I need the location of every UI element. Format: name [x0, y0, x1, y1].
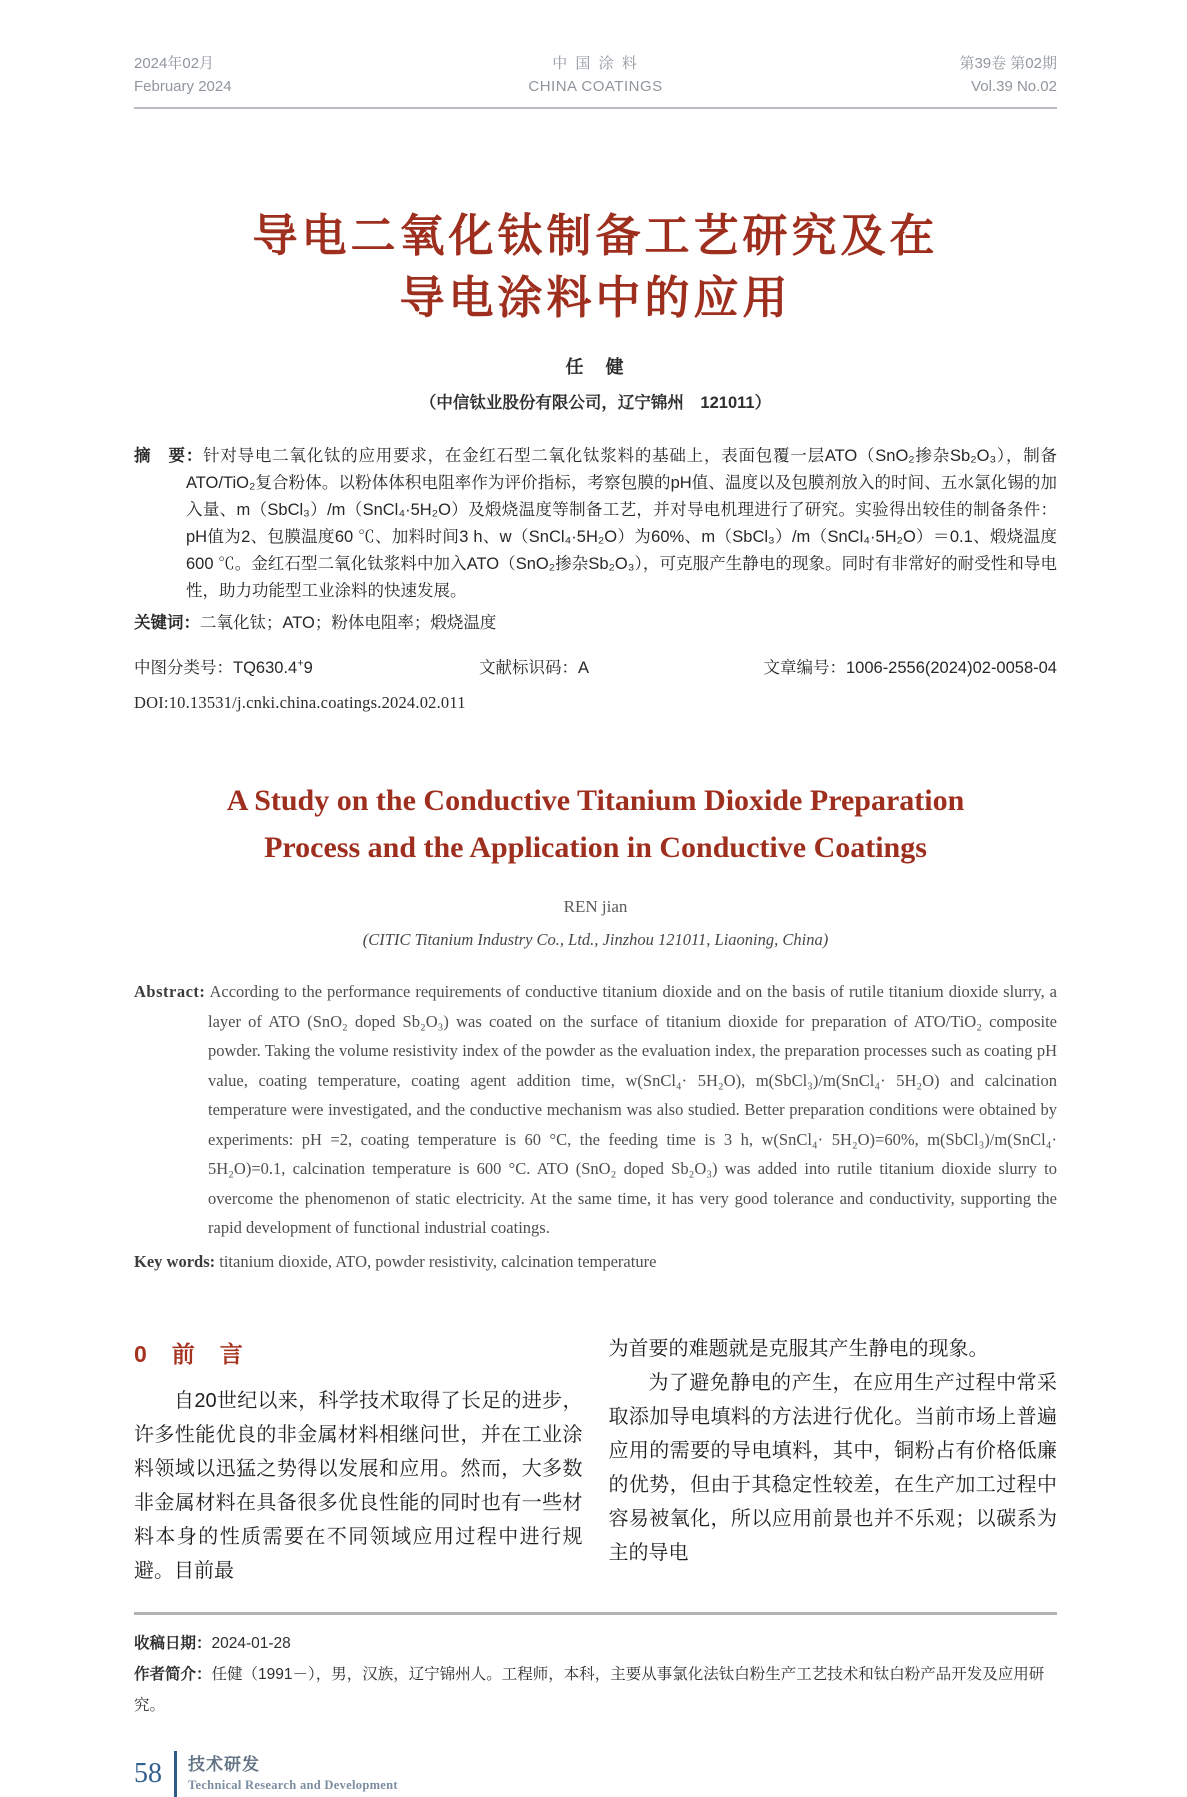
keywords-en-label: Key words:: [134, 1251, 216, 1271]
header-journal: [528, 52, 662, 98]
header-issue: [959, 52, 1057, 98]
clc-value: TQ630.4: [233, 659, 298, 677]
author-bio-label: 作者简介：: [134, 1666, 212, 1683]
doi: DOI:10.13531/j.cnki.china.coatings.2024.02.011: [134, 693, 466, 712]
paper-title-zh: [134, 205, 1057, 329]
received-date-value: 2024-01-28: [211, 1635, 291, 1652]
document-code-value: A: [578, 659, 590, 677]
affiliation-zh: （中信钛业股份有限公司，辽宁锦州 121011）: [419, 394, 772, 412]
paper-title-en-line2: Process and the Application in Conductive Coatings: [264, 831, 927, 864]
section-heading-intro: 0 前 言: [134, 1341, 244, 1367]
document-code: [479, 654, 744, 678]
clc-label: 中图分类号：: [134, 659, 233, 677]
clc-tail: 9: [303, 659, 313, 677]
footnote-block: [134, 1612, 1057, 1721]
header-date-en: February 2024: [134, 78, 232, 95]
footer-column-zh: 技术研发: [188, 1755, 260, 1774]
header-issue-zh: 第39卷 第02期: [959, 55, 1057, 72]
paper-title-zh-line2: 导电涂料中的应用: [399, 272, 792, 323]
page-number: 58: [134, 1758, 162, 1789]
abstract-en-text: According to the performance requirements of conductive titanium dioxide and on the basis of rutile titanium dioxide slurry, a layer of ATO (SnO₂ doped Sb₂O₃) was coated on the surface of titanium dioxide for preparation of ATO/TiO₂ composite powder. Taking the volume resistivity index of the powder as the evaluation index, the preparation processes such as coating pH value, coating temperature, coating agent addition time, w(SnCl₄· 5H₂O), m(SbCl₃)/m(SnCl₄· 5H₂O) and calcination temperature were investigated, and the conductive mechanism was also studied. Better preparation conditions were obtained by experiments: pH =2, coating temperature is 60 °C, the feeding time is 3 h, w(SnCl₄· 5H₂O)=60%, m(SbCl₃)/m(SnCl₄· 5H₂O)=0.1, calcination temperature is 600 °C. ATO (SnO₂ doped Sb₂O₃) was added into rutile titanium dioxide slurry to overcome the phenomenon of static electricity. At the same time, it has very good tolerance and conductivity, supporting the rapid development of functional industrial coatings.: [208, 982, 1058, 1237]
intro-paragraph-left: 自20世纪以来，科学技术取得了长足的进步，许多性能优良的非金属材料相继问世，并在工业涂料领域以迅猛之势得以发展和应用。然而，大多数非金属材料在具备很多优良性能的同时也有一些材料本身的性质需要在不同领域应用过程中进行规避。目前最: [134, 1390, 583, 1582]
header-issue-en: Vol.39 No.02: [971, 78, 1057, 95]
left-column: [134, 1332, 583, 1588]
document-code-label: 文献标识码：: [479, 659, 578, 677]
clc-number: [134, 654, 479, 678]
right-column: [609, 1332, 1058, 1588]
article-id: [744, 654, 1057, 678]
footer-column-title: [188, 1754, 398, 1794]
keywords-zh-label: 关键词：: [134, 614, 200, 632]
journal-header: [134, 52, 1057, 109]
paper-title-zh-line1: 导电二氧化钛制备工艺研究及在: [252, 210, 939, 261]
header-journal-zh: 中 国 涂 料: [552, 55, 639, 72]
abstract-zh: [134, 443, 1057, 605]
classification-row: [134, 654, 1057, 678]
body-columns: [134, 1332, 1057, 1588]
article-id-value: 1006-2556(2024)02-0058-04: [845, 659, 1057, 677]
paper-title-en: [134, 777, 1057, 871]
clc-superscript: +: [297, 657, 304, 670]
author-bio-line: [134, 1659, 1057, 1721]
received-date-label: 收稿日期：: [134, 1635, 212, 1652]
author-name-en: REN jian: [563, 897, 628, 916]
footer-column-en: Technical Research and Development: [188, 1778, 398, 1792]
article-id-label: 文章编号：: [763, 659, 846, 677]
keywords-zh: [134, 610, 1057, 637]
footer-divider-bar: [174, 1751, 177, 1797]
paper-title-en-line1: A Study on the Conductive Titanium Dioxide Preparation: [226, 784, 965, 817]
received-date-line: [134, 1628, 1057, 1659]
intro-paragraph-right-2: 为了避免静电的产生，在应用生产过程中常采取添加导电填料的方法进行优化。当前市场上普遍应用的需要的导电填料，其中，铜粉占有价格低廉的优势，但由于其稳定性较差，在生产加工过程中容易被氧化，所以应用前景也并不乐观；以碳系为主的导电: [608, 1372, 1057, 1564]
keywords-zh-text: 二氧化钛；ATO；粉体电阻率；煅烧温度: [200, 614, 497, 632]
affiliation-en: (CITIC Titanium Industry Co., Ltd., Jinzhou 121011, Liaoning, China): [362, 930, 829, 949]
keywords-en-text: titanium dioxide, ATO, powder resistivity, calcination temperature: [219, 1251, 657, 1271]
author-bio-value: 任健（1991－），男，汉族，辽宁锦州人。工程师，本科，主要从事氯化法钛白粉生产工艺技术和钛白粉产品开发及应用研究。: [134, 1666, 1045, 1714]
keywords-en: [134, 1247, 1057, 1277]
header-journal-en: CHINA COATINGS: [528, 78, 663, 95]
intro-paragraph-right-1: 为首要的难题就是克服其产生静电的现象。: [608, 1338, 989, 1360]
abstract-zh-label: 摘 要：: [134, 447, 204, 465]
abstract-en: [134, 977, 1057, 1243]
abstract-zh-text: 针对导电二氧化钛的应用要求，在金红石型二氧化钛浆料的基础上，表面包覆一层ATO（SnO₂掺杂Sb₂O₃），制备ATO/TiO₂复合粉体。以粉体体积电阻率作为评价指标，考察包膜的pH值、温度以及包膜剂放入的时间、五水氯化锡的加入量、m（SbCl₃）/m（SnCl₄·5H₂O）及煅烧温度等制备工艺，并对导电机理进行了研究。实验得出较佳的制备条件：pH值为2、包膜温度60 ℃、加料时间3 h、w（SnCl₄·5H₂O）为60%、m（SbCl₃）/m（SnCl₄·5H₂O）＝0.1、煅烧温度600 ℃。金红石型二氧化钛浆料中加入ATO（SnO₂掺杂Sb₂O₃），可克服产生静电的现象。同时有非常好的耐受性和导电性，助力功能型工业涂料的快速发展。: [186, 447, 1057, 600]
header-date: [134, 52, 232, 98]
page-footer: [134, 1751, 1057, 1797]
author-name-zh: 任 健: [565, 357, 626, 377]
abstract-en-label: Abstract:: [134, 982, 206, 1001]
header-date-zh: 2024年02月: [134, 55, 215, 72]
